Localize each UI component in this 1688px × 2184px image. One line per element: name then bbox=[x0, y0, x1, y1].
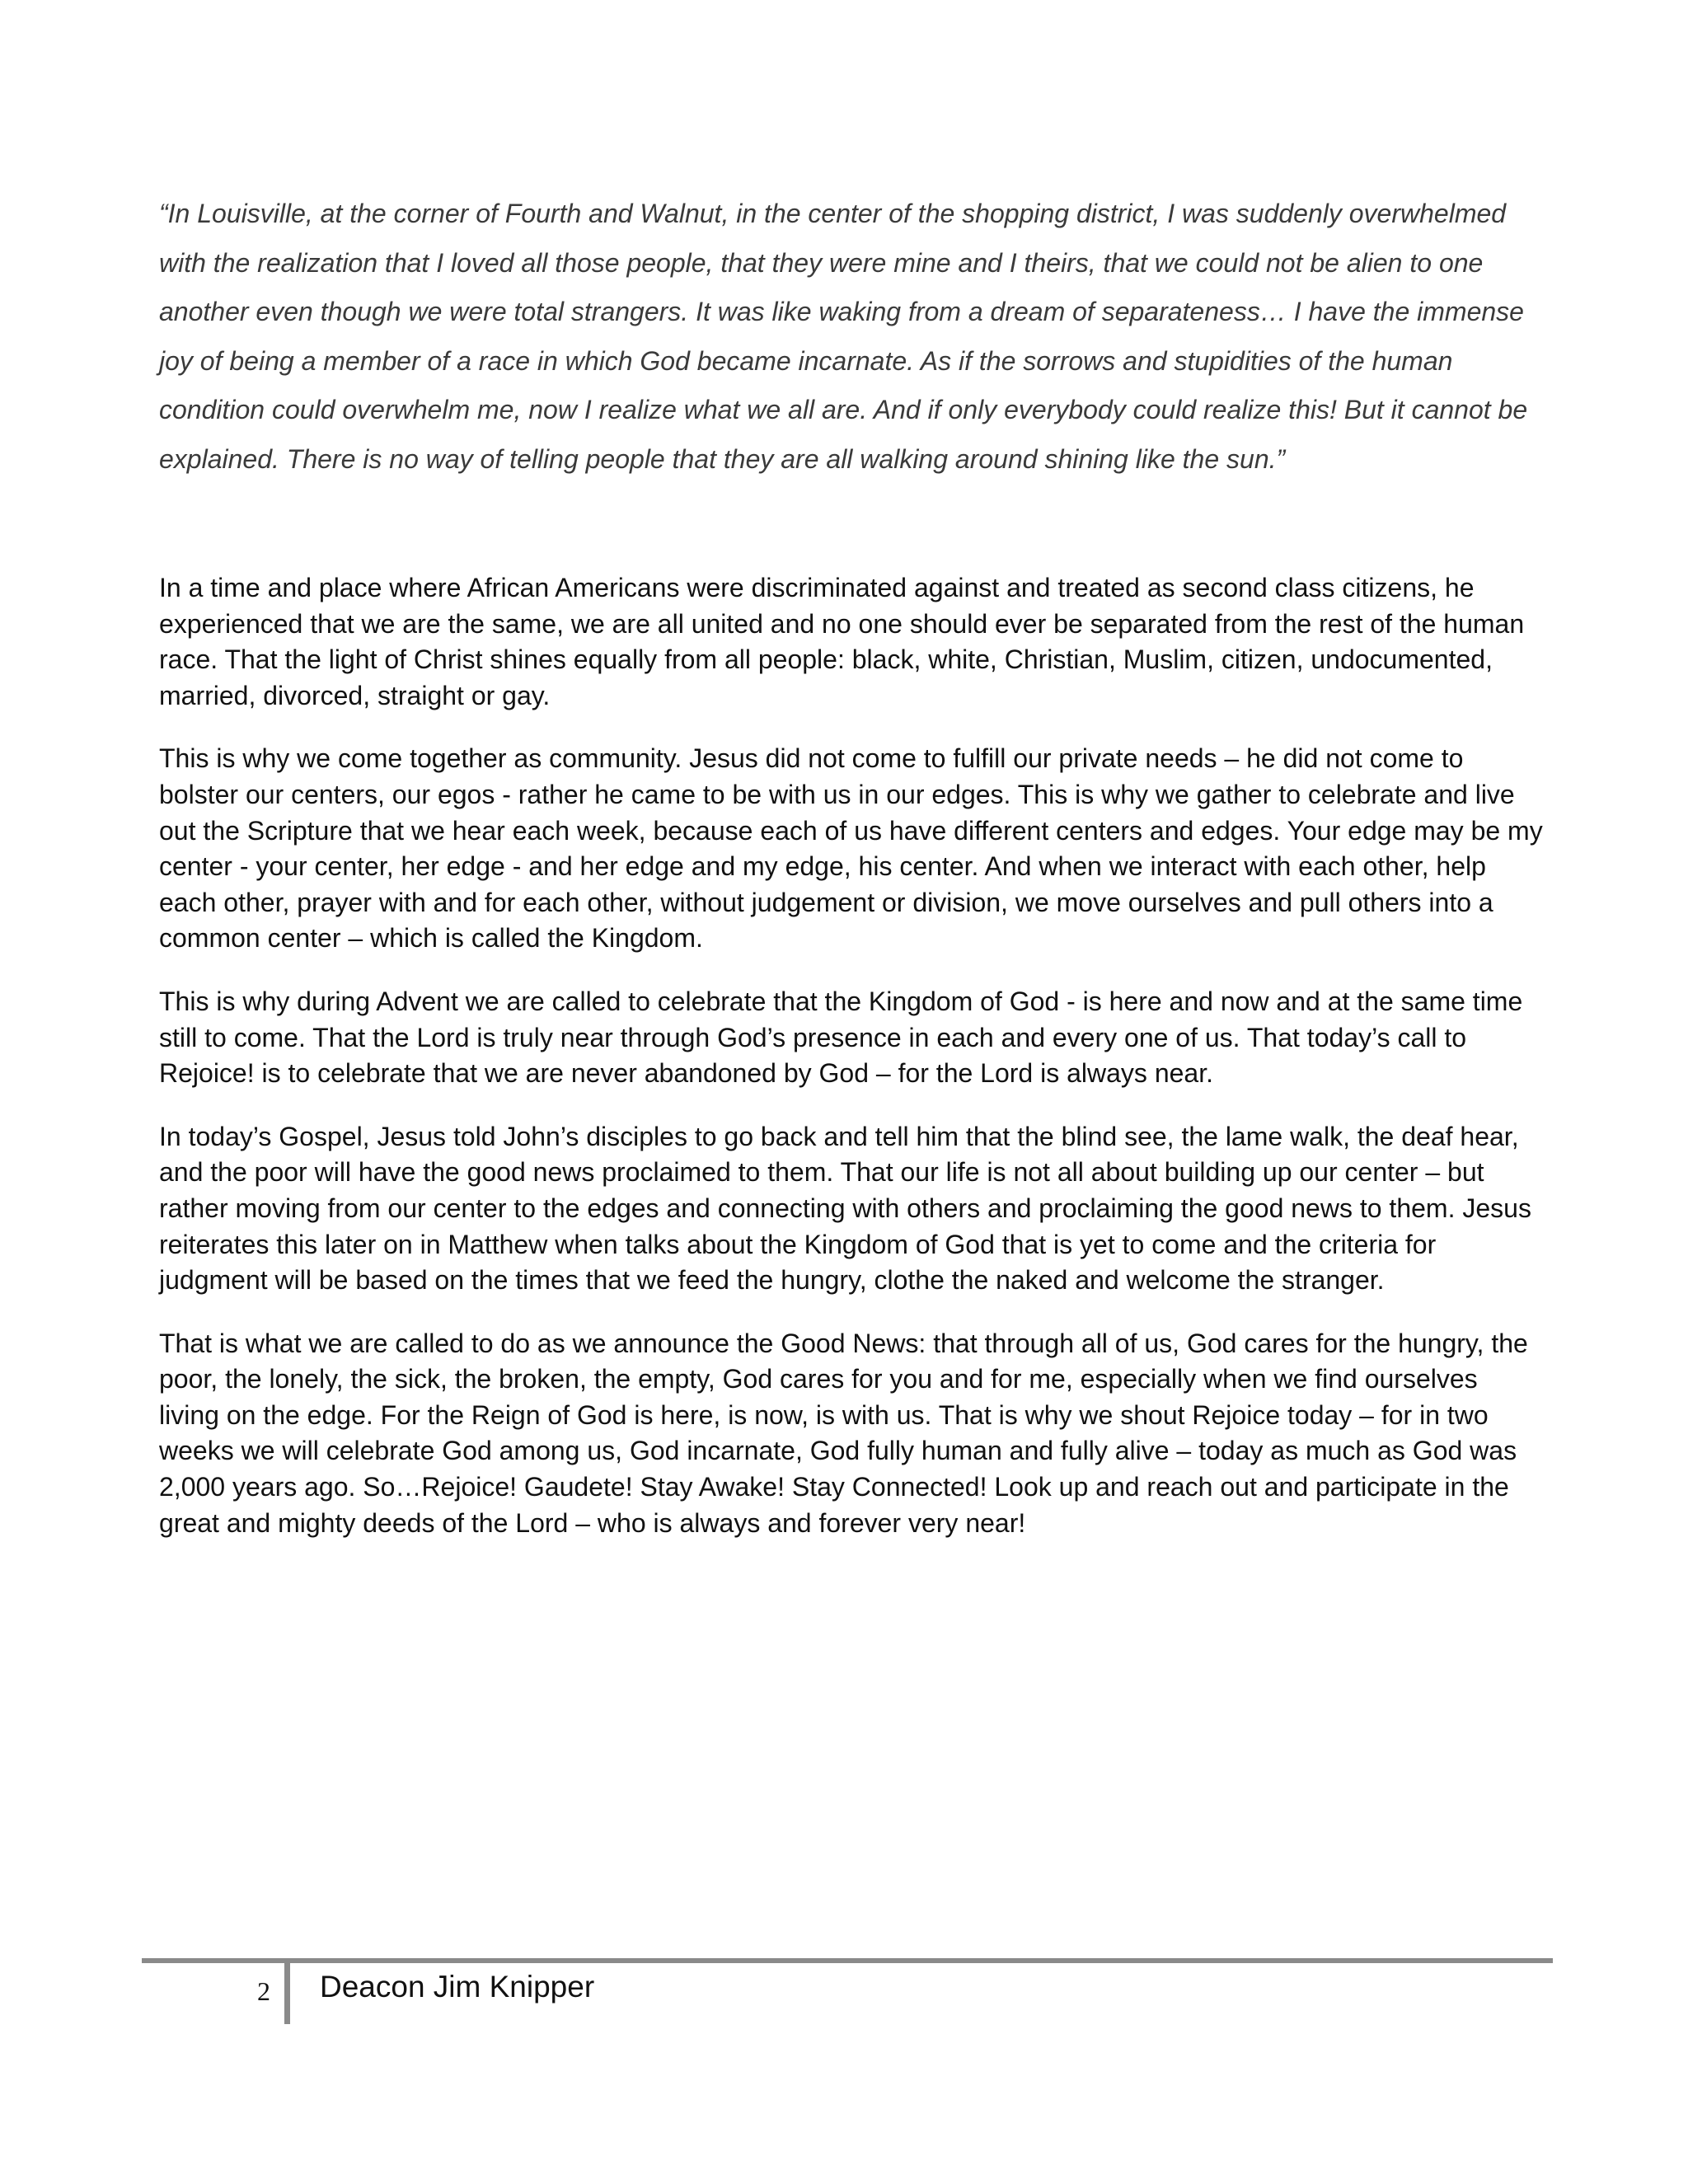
footer-divider bbox=[284, 1960, 290, 2024]
paragraph: That is what we are called to do as we announce the Good News: that through all of us, God cares for the hungry, the poor, the lonely, the sick, the broken, the empty, God cares for you and for me, especially when we find ourselves living on the edge. For the Reign of God is here, is now, is with us. That is why we shout Rejoice today – for in two weeks we will celebrate God among us, God incarnate, God fully human and fully alive – today as much as God was 2,000 years ago. So…Rejoice! Gaudete! Stay Awake! Stay Connected! Look up and reach out and participate in the great and mighty deeds of the Lord – who is always and forever very near! bbox=[159, 1328, 1528, 1538]
paragraph: In a time and place where African Americans were discriminated against and treated as second class citizens, he experienced that we are the same, we are all united and no one should ever be separated from the rest of the human race. That the light of Christ shines equally from all people: black, white, Christian, Muslim, citizen, undocumented, married, divorced, straight or gay. bbox=[159, 573, 1525, 710]
paragraph: This is why we come together as community. Jesus did not come to fulfill our private needs – he did not come to bolster our centers, our egos - rather he came to be with us in our edges. This is why we gather to celebrate and live out the Scripture that we hear each week, because each of us have different centers and edges. Your edge may be my center - your center, her edge - and her edge and my edge, his center. And when we interact with each other, help each other, prayer with and for each other, without judgement or division, we move ourselves and pull others into a common center – which is called the Kingdom. bbox=[159, 743, 1543, 954]
block-quote: “In Louisville, at the corner of Fourth and Walnut, in the center of the shopping district, I was suddenly overwhelmed with the realization that I loved all those people, that they were mine and I theirs, that we could not be alien to one another even though we were total strangers. It was like waking from a dream of separateness… I have the immense joy of being a member of a race in which God became incarnate. As if the sorrows and stupidities of the human condition could overwhelm me, now I realize what we all are. And if only everybody could realize this! But it cannot be explained. There is no way of telling people that they are all walking around shining like the sun.” bbox=[159, 199, 1528, 474]
body-text bbox=[159, 570, 1544, 1568]
paragraph: This is why during Advent we are called to celebrate that the Kingdom of God - is here and now and at the same time still to come. That the Lord is truly near through God’s presence in each and every one of us. That today’s call to Rejoice! is to celebrate that we are never abandoned by God – for the Lord is always near. bbox=[159, 986, 1523, 1089]
footer-rule bbox=[142, 1958, 1553, 1963]
footer-author: Deacon Jim Knipper bbox=[320, 1970, 595, 2004]
paragraph: In today’s Gospel, Jesus told John’s disciples to go back and tell him that the blind see, the lame walk, the deaf hear, and the poor will have the good news proclaimed to them. That our life is not all about building up our center – but rather moving from our center to the edges and connecting with others and proclaiming the good news to them. Jesus reiterates this later on in Matthew when talks about the Kingdom of God that is yet to come and the criteria for judgment will be based on the times that we feed the hungry, clothe the naked and welcome the stranger. bbox=[159, 1121, 1531, 1296]
page-number: 2 bbox=[257, 1976, 270, 2006]
